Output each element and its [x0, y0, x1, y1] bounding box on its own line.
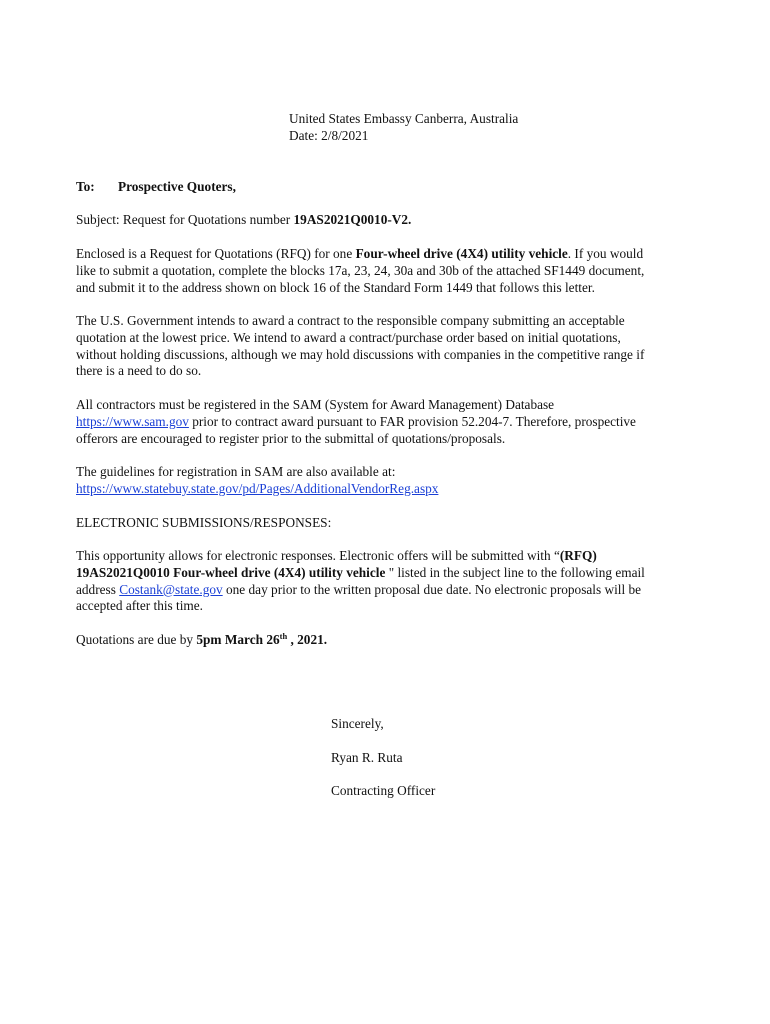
- enclosed-line-3: and submit it to the address shown on block 16 of the Standard Form 1449 that follows this letter.: [76, 279, 595, 295]
- email-link[interactable]: Costank@state.gov: [119, 581, 223, 597]
- date-line: Date: 2/8/2021: [289, 127, 369, 143]
- enclosed-text-1b: . If you would: [567, 246, 644, 261]
- electronic-text-3a: address: [76, 581, 120, 597]
- government-line-4: there is a need to do so.: [76, 363, 202, 379]
- government-line-3: without holding discussions, although we may hold discussions with companies in the competitive range if: [76, 346, 645, 362]
- enclosed-text-1: Enclosed is a Request for Quotations (RFQ) for one: [76, 246, 356, 261]
- subject-prefix: Subject: Request for Quotations number: [76, 212, 294, 227]
- sam-line-3: offerors are encouraged to register prior to the submittal of quotations/proposals.: [76, 430, 506, 446]
- electronic-line-2: [76, 565, 688, 582]
- government-line-1: The U.S. Government intends to award a contract to the responsible company submitting an acceptable: [76, 313, 625, 328]
- sam-text-2: prior to contract award pursuant to FAR provision 52.204-7. Therefore, prospective: [188, 413, 636, 429]
- paragraph-guidelines: [76, 464, 688, 498]
- electronic-line-4: accepted after this time.: [76, 598, 203, 614]
- closing: Sincerely,: [331, 716, 384, 731]
- government-line-2: quotation at the lowest price. We intend to award a contract/purchase order based on initial quotations,: [76, 329, 621, 345]
- subject-line: [76, 212, 688, 229]
- paragraph-enclosed: [76, 246, 688, 296]
- embassy-line: United States Embassy Canberra, Australia: [289, 111, 519, 126]
- due-date-superscript: th: [279, 631, 288, 641]
- electronic-text-2: " listed in the subject line to the following email: [385, 564, 645, 580]
- due-date-bold: [196, 632, 327, 647]
- electronic-bold-1: (RFQ): [559, 548, 597, 563]
- guidelines-line-2: [76, 481, 688, 498]
- recipient: Prospective Quoters,: [118, 179, 236, 194]
- guidelines-line-1: The guidelines for registration in SAM are also available at:: [76, 464, 396, 479]
- enclosed-line-1: [76, 246, 688, 263]
- due-prefix: Quotations are due by: [76, 632, 197, 647]
- signer-name: Ryan R. Ruta: [331, 750, 403, 765]
- sam-gov-link[interactable]: https://www.sam.gov: [76, 413, 189, 429]
- to-line: [76, 179, 236, 196]
- paragraph-electronic: [76, 548, 688, 615]
- letter-header: [289, 111, 518, 145]
- sam-line-2: [76, 414, 688, 431]
- electronic-heading: ELECTRONIC SUBMISSIONS/RESPONSES:: [76, 515, 332, 530]
- paragraph-government: [76, 313, 688, 380]
- sam-line-1: All contractors must be registered in the SAM (System for Award Management) Database: [76, 397, 555, 412]
- electronic-text-3b: one day prior to the written proposal due date. No electronic proposals will be: [222, 581, 642, 597]
- due-date-main: 5pm March 26: [196, 632, 280, 647]
- electronic-line-1: [76, 548, 688, 565]
- electronic-line-3: [76, 582, 688, 599]
- electronic-text-1: This opportunity allows for electronic responses. Electronic offers will be submitted with “: [76, 548, 560, 563]
- due-date-year: , 2021.: [287, 632, 328, 647]
- to-label: To:: [76, 179, 95, 194]
- paragraph-sam: [76, 397, 688, 447]
- due-date-line: [76, 632, 688, 649]
- vehicle-item: Four-wheel drive (4X4) utility vehicle: [355, 246, 568, 261]
- rfq-number: 19AS2021Q0010-V2.: [293, 212, 412, 227]
- statebuy-link[interactable]: https://www.statebuy.state.gov/pd/Pages/AdditionalVendorReg.aspx: [76, 480, 439, 496]
- electronic-bold-2: 19AS2021Q0010 Four-wheel drive (4X4) utility vehicle: [76, 564, 386, 580]
- enclosed-line-2: like to submit a quotation, complete the blocks 17a, 23, 24, 30a and 30b of the attached SF1449 document,: [76, 262, 645, 278]
- signer-title: Contracting Officer: [331, 783, 436, 798]
